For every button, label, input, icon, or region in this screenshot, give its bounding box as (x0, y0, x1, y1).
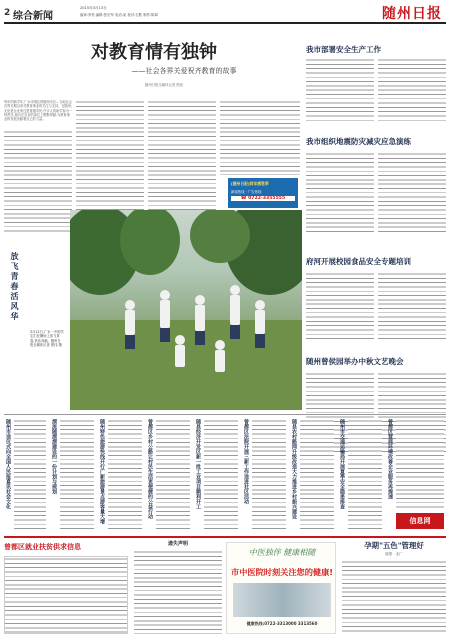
right-headline-1: 我市部署安全生产工作 (306, 45, 381, 54)
hospital-ad (226, 542, 336, 634)
short-news-body-1 (14, 419, 46, 529)
short-news-title-3: 随州特色旅游快线开行广新旅游景点游客量大增 (99, 419, 105, 524)
ad-line-2: 新闻热线 · 广告热线 (231, 190, 262, 194)
lead-byline: 随州日报全媒体记者 熊伟 (144, 83, 184, 87)
date-line: 2015年3月13日 (80, 6, 107, 10)
lead-title-block (4, 38, 304, 96)
notice-body (134, 550, 222, 634)
short-news-title-1: 随州市送仪式向全国人民报喜讯社会文化 (5, 419, 11, 509)
photo-scene (70, 210, 302, 410)
right-headline-4: 随州曾侯园举办中秋文艺晚会 (306, 357, 404, 366)
bottom-section (4, 536, 446, 636)
ad-box (228, 178, 298, 208)
hospital-phone: 健康热线:0722-3313000 3313560 (246, 621, 318, 626)
info-watermark: 信息网 (396, 513, 444, 529)
lead-photo (70, 210, 302, 410)
pregnancy-body (342, 560, 446, 634)
short-news-body-5 (204, 419, 238, 529)
photo-caption: 3月12日,广水一中的学生们在操场上放飞青春,快乐奔跑。随州日报全媒体记者 熊伟 摄 (30, 330, 64, 347)
editors-line: 编审:李松 编辑:张宏军 电话:某 校对:石胜 制作:陈翠 (80, 13, 158, 17)
right-body-2a (306, 152, 374, 232)
lead-subtitle: ——社会各界关爱祝齐教育的故事 (131, 67, 237, 75)
logo: 随州日报 (382, 6, 442, 22)
hospital-slogan: 中医独伴 健康相随 (248, 548, 316, 557)
right-body-1b (378, 58, 446, 124)
lead-title: 对教育情有独钟 (91, 42, 217, 63)
short-news-body-7 (300, 419, 334, 529)
right-body-1a (306, 58, 374, 124)
page-number: 2 (4, 8, 11, 18)
right-body-2b (378, 152, 446, 232)
ad-line-3: ☎ 0722-3355555 (231, 196, 295, 201)
short-news-body-3 (108, 419, 142, 529)
section-title: 综合新闻 (13, 11, 53, 22)
hospital-headline: 市中医院时刻关注您的健康! (231, 567, 333, 577)
masthead-rule (4, 22, 446, 24)
short-news-row (4, 414, 446, 532)
short-news-title-7: 随县农村路网升级改造大力推进乡村振兴建设 (291, 419, 297, 519)
short-news-title-5: 随县经济开发区新一批工业项目顺利开工 (195, 419, 201, 509)
hospital-photo (233, 583, 331, 617)
short-news-body-6 (252, 419, 286, 529)
lead-body-text: 每年的新学年,广水市城区的随州市区…当地社会各界长期以来对教育事业的关注与支持。在随州,无论是企业家还是普通市民,许多人将助学视为一种责任,他们在各自的岗位上默默奉献,为教育事业的发展贡献着自己的力量。 (4, 100, 72, 130)
right-body-3a (306, 272, 374, 342)
pregnancy-title: 孕期"五色"管理好 (364, 541, 424, 550)
short-news-body-9 (396, 419, 444, 509)
short-news-body-8 (348, 419, 382, 529)
short-news-title-9: 曾都区营商环境改善企业服务再提速 (387, 419, 393, 499)
masthead (0, 0, 450, 30)
right-body-3b (378, 272, 446, 342)
short-news-title-8: 随州市交通运输局开展夏季安全隐患排查 (339, 419, 345, 509)
pregnancy-sub: 健康 · 北广 (385, 552, 403, 556)
right-headline-2: 我市组织地震防灾减灾应急演练 (306, 137, 411, 146)
vertical-caption: 放飞青春活风华 (10, 252, 20, 322)
employment-banner: 曾都区就业扶贫供求信息 (4, 542, 81, 551)
right-column (306, 38, 446, 468)
short-news-title-4: 曾都区乡村公路让村民生活更便捷的公益行动 (147, 419, 153, 519)
notice-title: 遗失声明 (167, 541, 188, 547)
short-news-title-6: 曾都区法院开展三新工作送进社区活动 (243, 419, 249, 504)
lead-body-col4 (220, 100, 300, 175)
ad-line-1: [随州日报]同年感恩季 (231, 181, 269, 186)
right-headline-3: 府河开展校园食品安全专题培训 (306, 257, 411, 266)
employment-body (4, 556, 128, 634)
short-news-body-2 (60, 419, 94, 529)
short-news-title-2: 漂流随漂漂建设的一份计划与规划 (51, 419, 57, 494)
short-news-body-4 (156, 419, 190, 529)
